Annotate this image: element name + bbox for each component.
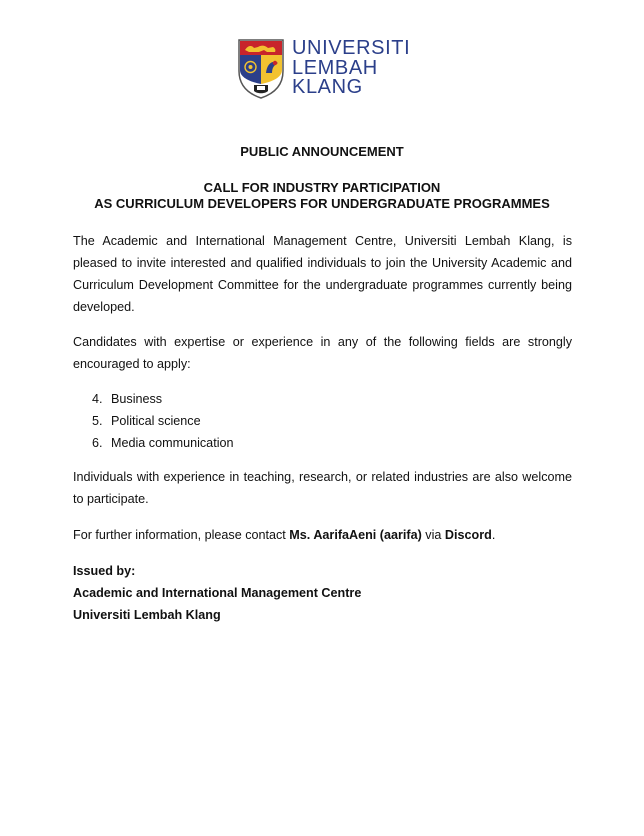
fields-list bbox=[92, 388, 234, 454]
page-title: PUBLIC ANNOUNCEMENT bbox=[240, 144, 404, 159]
contact-platform: Discord bbox=[444, 528, 492, 542]
logo-wordmark bbox=[292, 39, 410, 98]
crest-icon bbox=[237, 39, 285, 99]
logo-line-1: UNIVERSITI bbox=[292, 37, 411, 59]
list-item-number: 6. bbox=[92, 436, 103, 450]
contact-prefix: For further information, please contact bbox=[73, 528, 290, 542]
logo-line-2: LEMBAH bbox=[292, 56, 378, 79]
contact-name: Ms. AarifaAeni (aarifa) bbox=[289, 528, 422, 542]
announcement-subtitle bbox=[0, 180, 644, 212]
list-item-number: 5. bbox=[92, 414, 103, 428]
intro-paragraph: The Academic and International Management Centre, Universiti Lembah Klang, is pleased to invite interested and qualified individuals to join the University Academic and Curriculum Development Committee for the undergraduate programmes currently being developed. bbox=[73, 234, 572, 314]
issued-by-label: Issued by: bbox=[73, 564, 136, 578]
contact-via: via bbox=[421, 528, 445, 542]
list-item bbox=[92, 410, 234, 432]
contact-paragraph bbox=[73, 524, 572, 546]
candidates-paragraph: Candidates with expertise or experience in any of the following fields are strongly encouraged to apply: bbox=[73, 335, 572, 371]
issued-by-centre: Academic and International Management Centre bbox=[73, 586, 362, 600]
issued-by-university: Universiti Lembah Klang bbox=[73, 608, 221, 622]
list-item-label: Media communication bbox=[111, 436, 234, 450]
experience-paragraph: Individuals with experience in teaching, research, or related industries are also welcome to participate. bbox=[73, 470, 572, 506]
subtitle-line-1: CALL FOR INDUSTRY PARTICIPATION bbox=[203, 180, 441, 195]
list-item bbox=[92, 432, 234, 454]
contact-suffix: . bbox=[491, 528, 496, 542]
list-item-number: 4. bbox=[92, 392, 103, 406]
logo-line-3: KLANG bbox=[292, 76, 363, 98]
list-item bbox=[92, 388, 234, 410]
issued-by-block bbox=[73, 560, 361, 626]
university-logo bbox=[237, 39, 412, 101]
list-item-label: Political science bbox=[111, 414, 201, 428]
subtitle-line-2: AS CURRICULUM DEVELOPERS FOR UNDERGRADUATE PROGRAMMES bbox=[94, 196, 550, 211]
list-item-label: Business bbox=[111, 392, 163, 406]
